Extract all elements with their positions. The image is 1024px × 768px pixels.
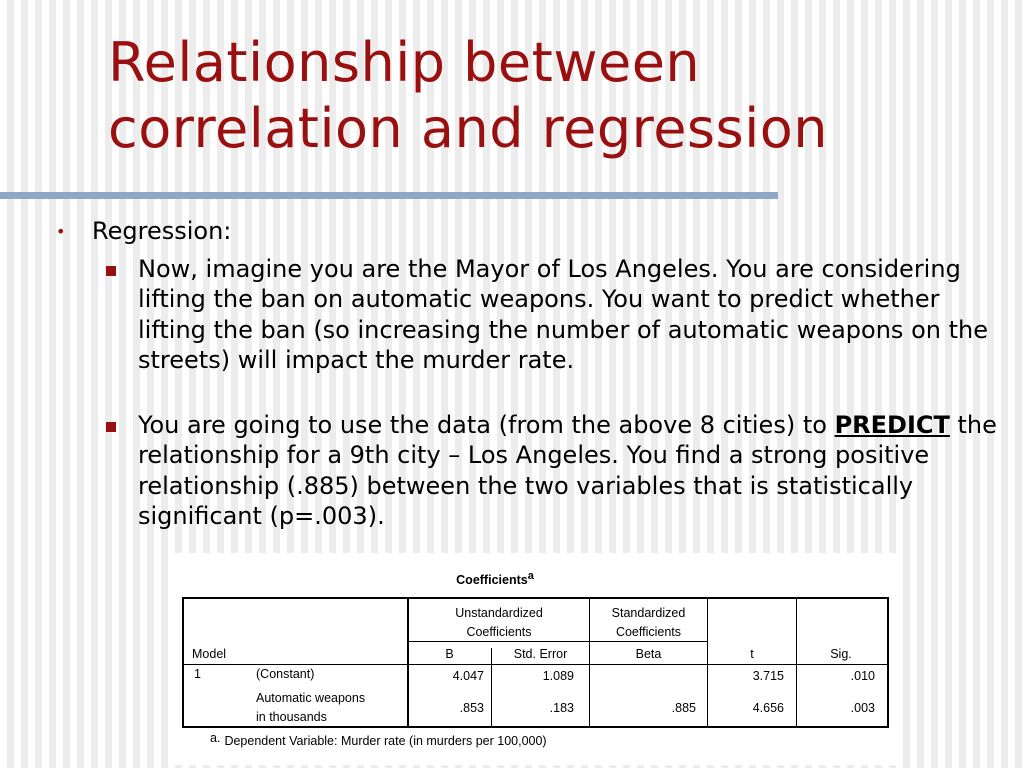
row2-t: 4.656 [752, 701, 784, 715]
header-std-error: Std. Error [513, 647, 568, 661]
footnote-text: Dependent Variable: Murder rate (in murders per 100,000) [224, 734, 547, 748]
row1-se: 1.089 [542, 669, 574, 683]
row1-name: (Constant) [256, 667, 315, 681]
predict-emphasis: PREDICT [834, 411, 950, 439]
table-footnote [210, 731, 547, 748]
bullet2-text-pre: You are going to use the data (from the above 8 cities) to [138, 411, 827, 439]
row1-b: 4.047 [452, 669, 484, 683]
header-unstandardized [408, 604, 590, 642]
row2-name-line2: in thousands [256, 710, 327, 724]
coefficients-table [182, 597, 889, 728]
header-sig: Sig. [830, 647, 852, 661]
row1-sig: .010 [850, 669, 875, 683]
table-title-text: Coefficients [456, 573, 528, 588]
header-beta: Beta [635, 647, 662, 661]
row2-se: .183 [549, 701, 574, 715]
coefficients-table-panel [170, 553, 896, 765]
header-std-line1: Standardized [611, 606, 686, 620]
title-divider [0, 192, 778, 199]
square-bullet-icon [106, 422, 116, 432]
square-bullet-icon [106, 266, 116, 276]
header-standardized [590, 604, 707, 642]
slide-title-line1: Relationship between [108, 31, 701, 94]
header-unstd-line1: Unstandardized [455, 606, 543, 620]
row2-sig: .003 [850, 701, 875, 715]
bullet-mayor-scenario: Now, imagine you are the Mayor of Los Angeles. You are considering lifting the ban on automatic weapons. You want to predict whether lifting the ban (so increasing the number of automatic weapons on the streets) will impact the murder rate. [138, 255, 988, 375]
header-std-line2: Coefficients [615, 625, 682, 639]
row2-beta: .885 [671, 701, 696, 715]
footnote-label: a. [210, 731, 221, 745]
regression-heading: Regression: [92, 217, 232, 245]
header-model: Model [192, 647, 227, 661]
bullet-dot-icon: • [56, 222, 66, 241]
row2-name-line1: Automatic weapons [256, 691, 366, 705]
slide-title-line2: correlation and regression [108, 97, 828, 160]
table-title [170, 570, 820, 587]
header-t: t [750, 647, 754, 661]
table-title-superscript: a [527, 570, 534, 582]
bullet-predict-scenario [138, 410, 1006, 532]
slide-title [108, 30, 988, 162]
row2-name [256, 689, 365, 727]
header-unstd-line2: Coefficients [466, 625, 532, 639]
row1-model: 1 [194, 667, 201, 681]
header-b: B [445, 647, 454, 661]
row2-b: .853 [459, 701, 484, 715]
bullet2-text-post: the relationship for a 9th city – Los Angeles. You find a strong positive relationship (.885) between the two variables that is statistically significant (p=.003). [138, 411, 997, 531]
row1-t: 3.715 [752, 669, 784, 683]
